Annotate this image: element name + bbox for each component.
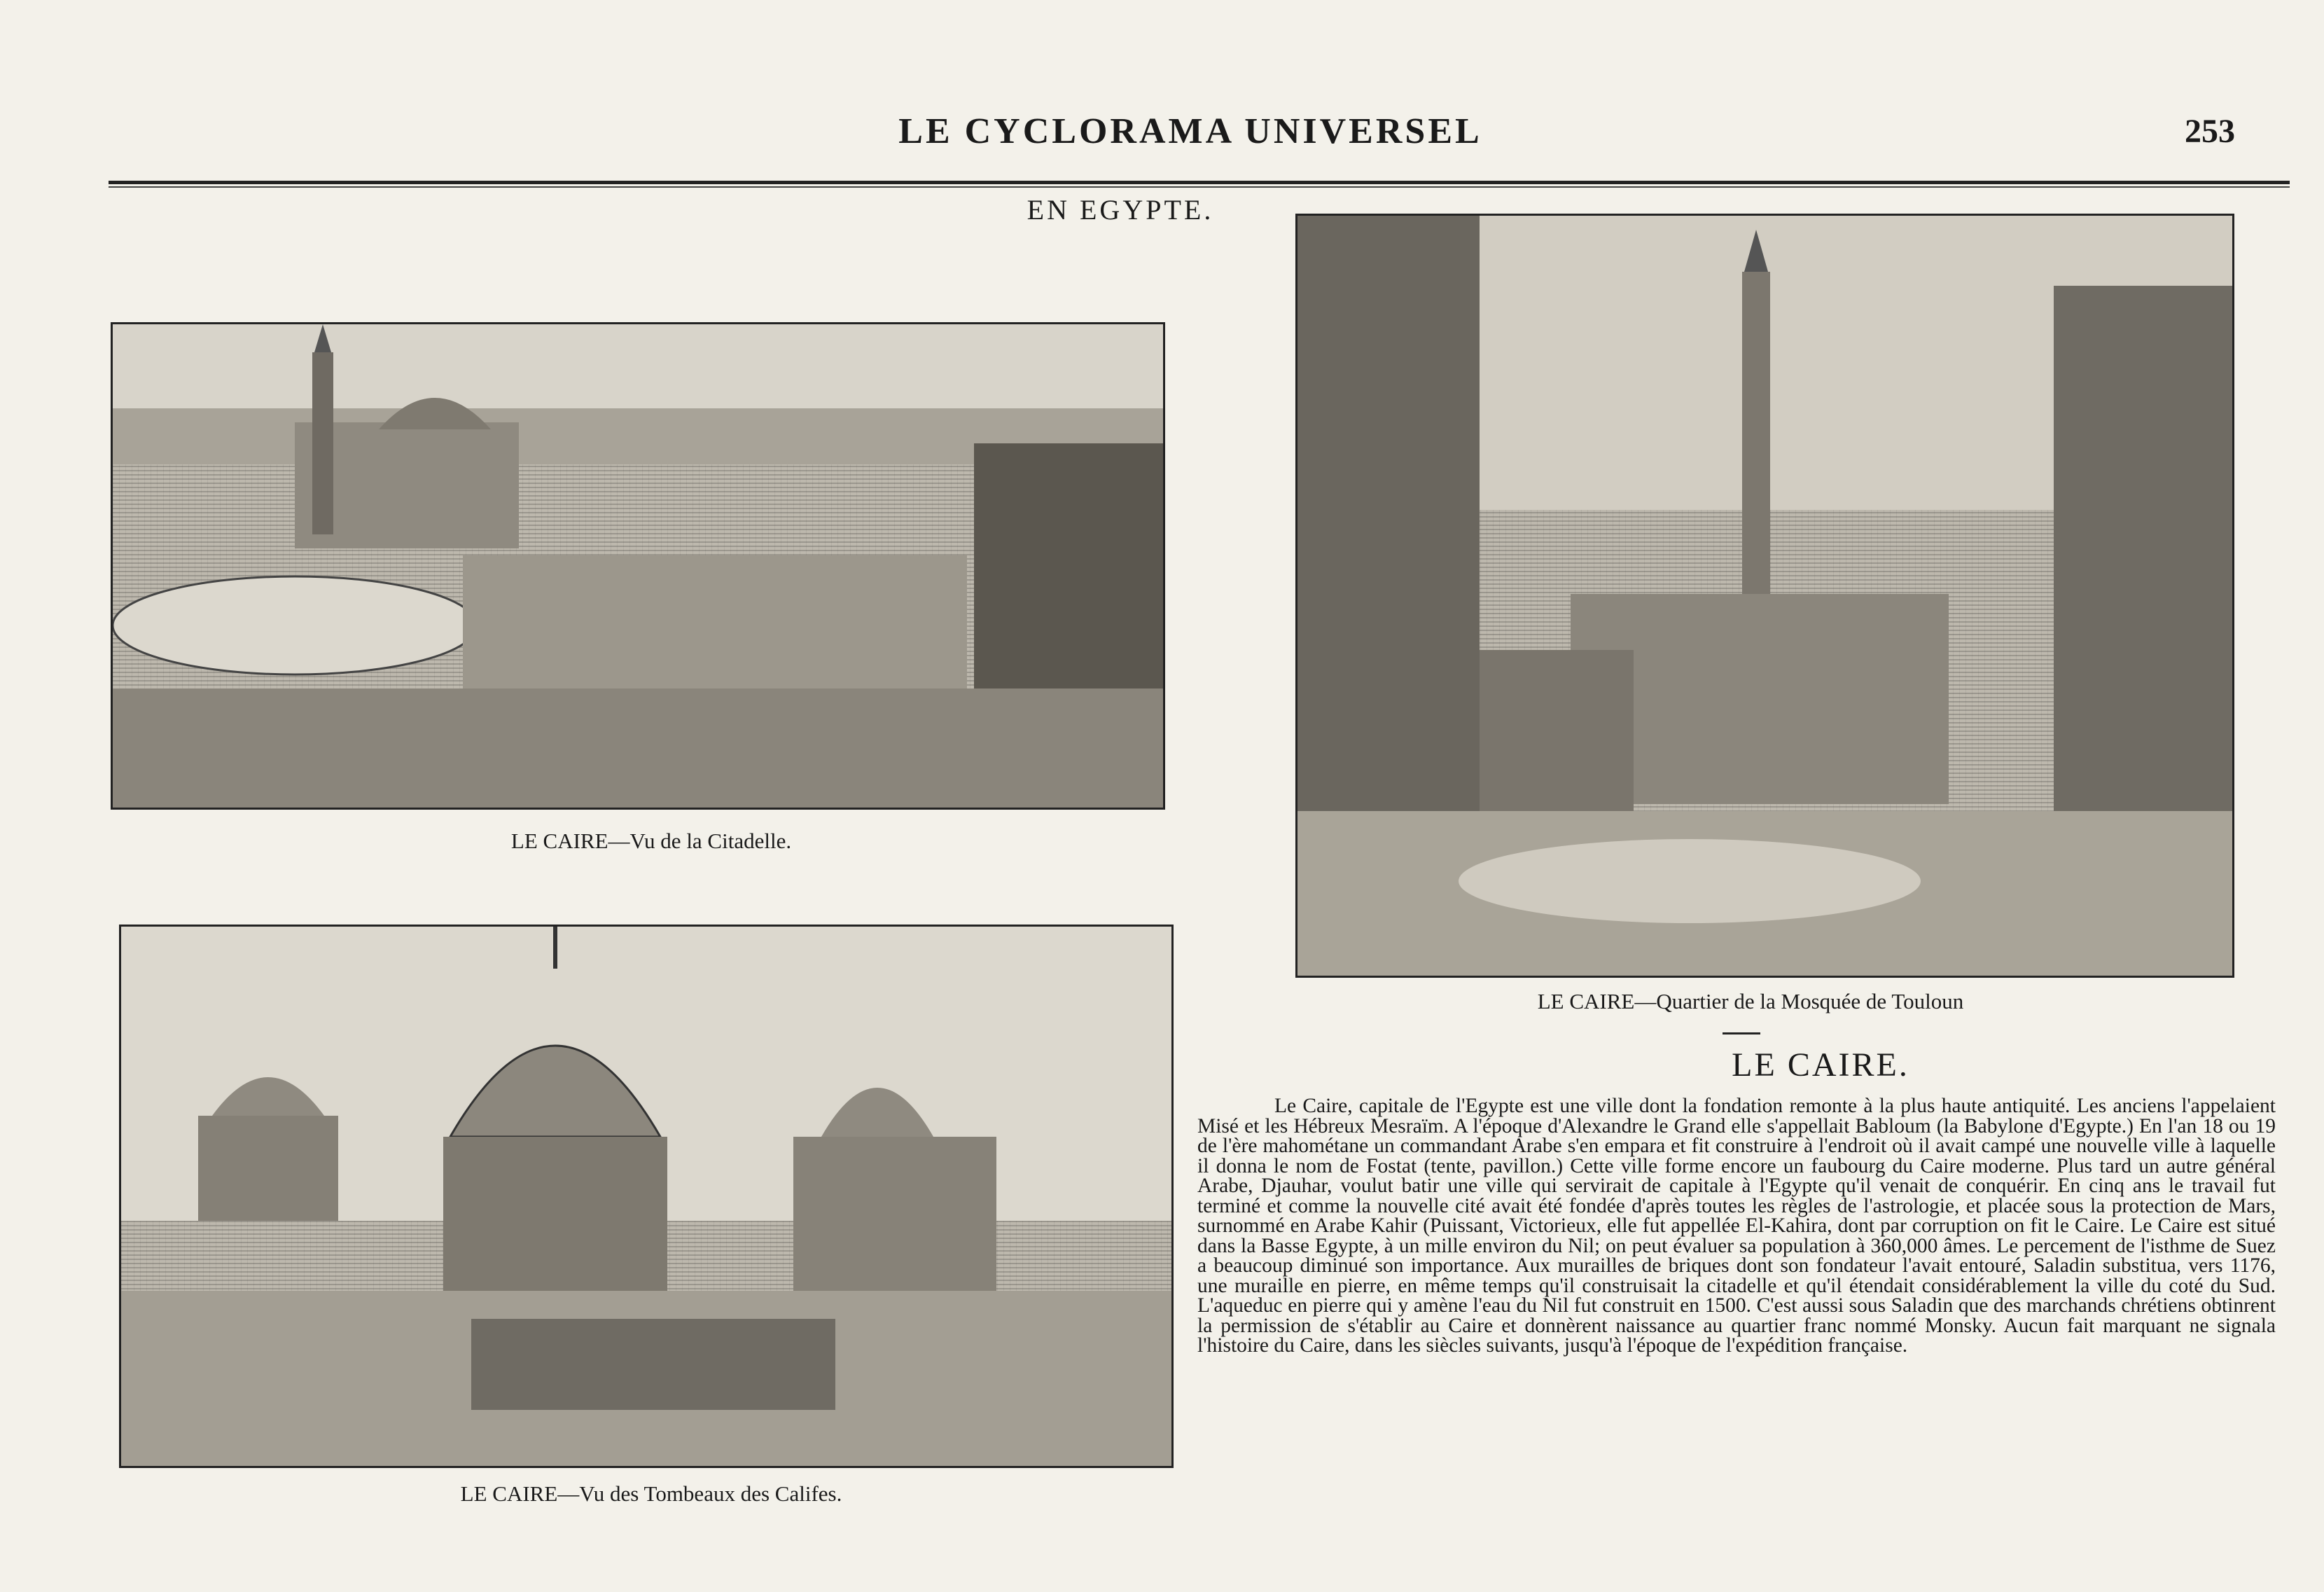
figure-caption-touloun: LE CAIRE—Quartier de la Mosquée de Touloun xyxy=(1537,989,1964,1013)
section-title: EN EGYPTE. xyxy=(1027,194,1214,226)
engraving-citadel-view xyxy=(111,322,1165,810)
header-rule xyxy=(109,181,2290,184)
figure-caption-citadel: LE CAIRE—Vu de la Citadelle. xyxy=(510,829,792,853)
engraving-caliph-tombs xyxy=(119,925,1174,1468)
page-number: 253 xyxy=(2185,113,2235,150)
article-heading: LE CAIRE. xyxy=(1732,1046,1909,1084)
masthead-title: LE CYCLORAMA UNIVERSEL xyxy=(898,111,1482,151)
engraving-touloun-quarter xyxy=(1295,214,2234,978)
header-rule-thin xyxy=(109,186,2290,188)
article-body: Le Caire, capitale de l'Egypte est une ville dont la fondation remonte à la plus haute antiquité. Les anciens l'appelaient Misé et les Hébreux Mesraïm. A l'époque d'Alexandre le Grand elle s'appellait Babloum (la Babylone d'Egypte.) En l'an 18 ou 19 de l'ère mahométane un commandant Arabe s'en empara et fit construire à l'endroit où il avait campé une nouvelle ville à laquelle il donna le nom de Fostat (tente, pavillon.) Cette ville forme encore un faubourg du Caire moderne. Plus tard un autre général Arabe, Djauhar, voulut batir une ville qui servirait de capitale à l'Egypte qu'il venait de conquérir. En cinq ans le travail fut terminé et comme la nouvelle cité avait été fondée d'après toutes les règles de l'astrologie, et placée sous la protection de Mars, surnommé en Arabe Kahir (Puissant, Victorieux, elle fut appellée El-Kahira, dont par corruption on fit le Caire. Le Caire est situé dans la Basse Egypte, à un mille environ du Nil; on peut évaluer sa population à 360,000 âmes. Le percement de l'isthme de Suez a beaucoup diminué son importance. Aux murailles de briques dont son fondateur l'avait entouré, Saladin substitua, vers 1176, une muraille en pierre, en même temps qu'il construisait la citadelle et qu'il étendait considérablement la ville du coté du Sud. L'aqueduc en pierre qui y amène l'eau du Nil fut construit en 1500. C'est aussi sous Saladin que des marchands chrétiens obtinrent la permission de s'établir au Caire et donnèrent naissance au quartier franc nommé Monsky. Aucun fait marquant ne signala l'histoire du Caire, dans les siècles suivants, jusqu'à l'époque de l'expédition française. xyxy=(1197,1095,2276,1357)
figure-caption-caliph-tombs: LE CAIRE—Vu des Tombeaux des Califes. xyxy=(460,1481,842,1506)
article-rule xyxy=(1723,1032,1760,1034)
